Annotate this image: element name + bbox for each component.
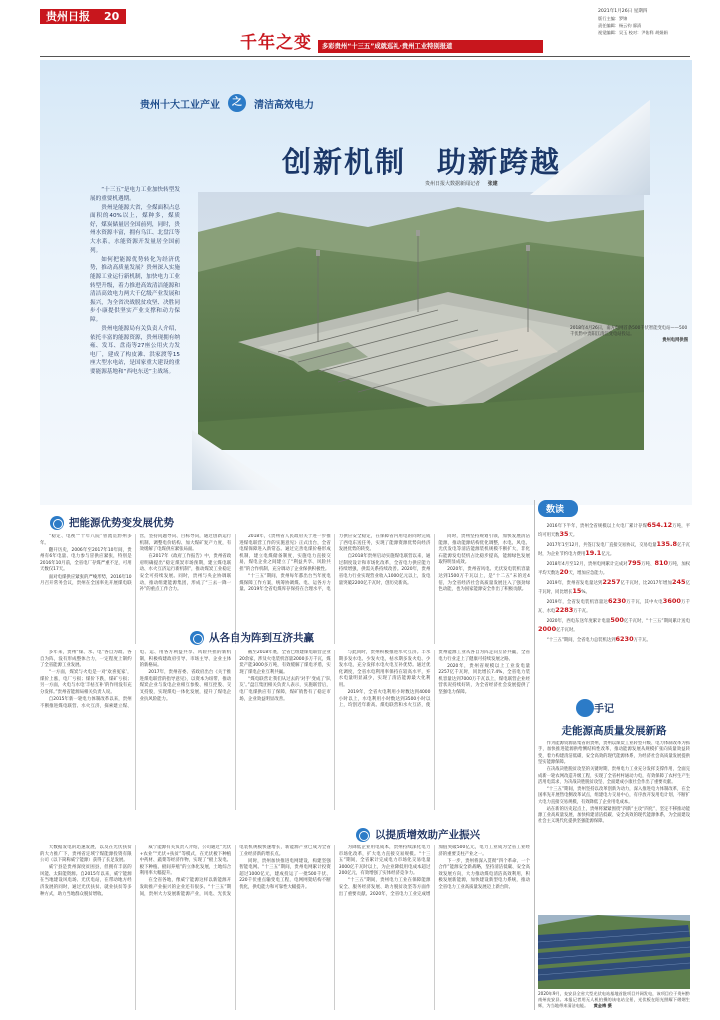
section-paragraph: 2018年，《贵州省人民政府关于进一步推进煤电联营工作的实施意见》正式出台，全省电煤保障进入新常态。通过完善电煤价格形成机制，建立电煤储备制度，实施电力直接交易，煤电企业之间建立了“利益共享、风险共担”的合作机制，充分调动了企业保供积极性。 [239,534,331,572]
editor-line-3: 视觉编辑：吴玉 校对：尹佑科 胡娟娟 [598,30,668,35]
notes-paragraph: 在决战决胜脱贫攻坚的关键时期，贵州电力工业充分发挥支撑作用，全面完成新一轮农网改造升级工程，实现了全省村村通动力电，有效保障了农村生产生活用电需求，为决战决胜脱贫攻坚、全面建成小康社会作出了重要贡献。 [538,767,690,785]
section-paragraph: 同时，贵州加快推进电网建设，构建坚强智能电网。“十三五”期间，贵州电网累计投资超过1000亿元，建成投运了一批500千伏、220千伏重点输变电工程，电网网架结构不断优化，供电能力和可靠性大幅提升。 [239,858,331,891]
photo-caption-text: 2018年4月26日，南方电网首条500千伏智能变电站——500千伏黔中贵阳江清江变电站投运。 [570,326,688,337]
stats-text: 亿千瓦时，“十三五”期间累计送电 [623,619,690,624]
solar-photo-credit: 黄金梅 摄 [593,1002,612,1008]
section-paragraph: 威宁县是贵州深度贫困县，但拥有丰富的风能、太阳能资源。自2015年以来，威宁能源在当地建设风电场、光伏电站，在带动地方经济发展的同时，通过光伏扶贫、就业扶贫等多种方式，助力当地群众脱贫增收。 [40,865,132,897]
stats-text: 2018年4月至12月，贵州电网累计完成对 [546,562,628,567]
stats-number: 810 [654,559,669,567]
intro-paragraph: “十三五”是电力工业加快转型发展的重要机遇期。 [90,187,180,202]
stats-text: %。 [581,589,590,595]
stats-text: 天，增加应急能力。 [568,570,608,576]
section-dot-icon [190,631,204,645]
stats-text: 万千瓦。 [633,638,651,643]
section-paragraph: 2020年，贵州省规模以上工业发电量2257亿千瓦时，同比增长7.4%，全省电力装机容量达到7000万千瓦以上，煤电联营企业经营状况持续好转，为全省经济社会发展提供了坚强电力保障。 [438,663,530,696]
paper-name: 贵州日报 [46,10,90,23]
intro-column [90,186,180,456]
masthead-date: 2021年1月26日 星期四 [598,9,648,14]
section-paragraph: 同时，贵州坚持规划引领，加快发展清洁能源，推动能源结构优化调整，水电、风电、光伏发电等清洁能源装机规模不断扩大，非化石能源发电装机占比稳步提高，能源绿色发展取得明显成效。 [438,534,530,566]
notes-paragraph: “十三五”期间，贵州坚持以改革创新为动力，深入推进电力体制改革，在全国率先开展售电侧改革试点，组建电力交易中心，有序放开发用电计划，不断扩大电力直接交易规模，有效降低了企业用电成本。 [538,786,690,805]
substation-illustration [198,192,644,450]
stats-label: 数读 [546,505,565,515]
solar-caption-text: 2020年9月，瓮安县全省大型光伏电站基地首批项目并网发电，该项目位于贵州黔南州瓮安县。本报记者用无人机拍摄的该电站全景，光伏板在阳光照耀下熠熠生辉，为当地带来清洁电能。 [538,991,690,1008]
section-paragraph: 面对电煤供应紧张的严峻形势，2016年10月召开常务会议，贵州在全国率先开展煤电联营，坚持问题导向、目标导向，通过创新运行机制、调整电价结构、加大煤矿复产力度，有效缓解了电煤供应紧张局面。 [40,534,232,587]
section-paragraph: 多年来，贵州“煤、水、电”各自为政、各自为阵，没有形成整体合力，一定程度上制约了全省能源工业发展。 [40,650,132,669]
stats-number: 35 [559,529,569,538]
masthead [0,0,720,58]
section-paragraph: 与此同时，贵州积极推进水火互济。丰水期多发水电、少发火电，枯水期多发火电、少发水电，充分发挥水电火电互补优势。通过优化调度，全省水电利用率保持在较高水平，弃水电量明显减少，实现了清洁能源最大化利用。 [338,650,431,688]
stats-number: 3600 [662,597,681,605]
stats-text: 万吨，平均可用天数 [538,524,690,538]
stats-text: 2017年1至12月，共签订发电厂直接交易协议，交易电量 [546,543,657,548]
section-paragraph: “十三五”期间，贵州每年都出台当年度电煤保障工作方案，统筹协调煤、电、运各方力量。2019年全省电煤库存保持在合理水平，电力供应安全稳定，在保障省内用电的同时完成了西电东送任务，实现了能源资源优势向经济发展优势的转变。 [239,534,431,593]
stats-number: 6230 [615,635,634,643]
section-paragraph: 2019年，全省火电利用小时数达到4000小时以上，水电利用小时数达到3500小时以上，均创近年新高。煤电联营和水火互济，使贵州能源工业从各自为阵走向互济共赢，全省电力行业走上了健康可持续发展之路。 [338,650,530,709]
intro-paragraph: 贵州电能源局有关负责人介绍，依托丰富的能源资源，贵州现拥有纳雍、发耳、盘南等27座公用火力发电厂，建成了构皮滩、洪家渡等15座大型水电站，是国家重大建设的重要能源基地和“西电东送”主战场。 [90,326,180,375]
section-columns [40,650,530,810]
photo-caption [570,326,688,344]
stats-text: 2020年，西电东送年度累计电量 [546,619,611,624]
section-body-3 [40,845,530,1010]
stats-text: 万千瓦、水电 [538,600,690,614]
notes-label: 手记 [594,704,614,715]
stats-number: 245 [671,578,686,586]
section-body-1 [40,534,530,644]
notes-title: 走能源高质量发展新路 [561,725,667,737]
stats-number: 19.1 [585,548,602,557]
stats-item [538,598,690,615]
section-dot-icon [50,516,64,530]
stats-item [538,617,690,634]
stats-number: 500 [610,616,624,624]
topic-connector: 之 [228,94,246,112]
stats-list [538,522,690,698]
section-paragraph: “煤电联营让我们从过去的‘对手’变成了‘队友’。”盘江集团相关负责人表示，实施联营后，电厂电煤供应有了保障，煤矿销售有了稳定市场，企业效益明显改善。 [239,676,331,702]
masthead-rule [40,56,690,57]
stats-number: 135.8 [656,540,678,548]
section-paragraph: “稳定、电视”“十年八院”曾流贯黔州多年。 [40,534,132,546]
stats-item [538,579,690,596]
byline [425,180,498,187]
section-title-1: 把能源优势变发展优势 [69,517,174,529]
stats-text: 2019年，全省发电装机容量达 [546,600,608,605]
stats-text: 2016年下半年，贵州全省规模以上火电厂累计存煤 [546,524,648,529]
stats-text: 万吨，加权平均天数达 [538,562,690,576]
stats-text: 2019年，贵州省发电量达到 [546,581,603,586]
stats-text: 万千瓦。 [573,608,591,614]
editor-line-1: 版行主编：罗锦 [598,16,628,21]
stats-number: 20 [559,567,569,576]
section-columns [40,534,530,644]
section-paragraph: 下一步，贵州将深入贯彻“四个革命、一个合作”能源安全新战略，坚持清洁低碳、安全高效发展方向，大力推动煤电清洁高效利用，积极发展新能源，加快建设新型电力系统，推动全省电力工业高质量发展迈上新台阶。 [438,858,530,891]
editor-line-2: 责任编辑：杨云钧 廖清 [598,23,642,28]
topic-left: 贵州十大工业产业 [140,99,220,111]
section-title-2: 从各自为阵到互济共赢 [209,632,314,644]
stats-number: 2257 [602,578,621,586]
section-columns [40,845,530,1010]
photo-credit: 贵州电网供图 [662,338,688,343]
section-paragraph: 2020年，贵州省风电、光伏发电装机容量达到1500万千瓦以上，是“十二五”末的近4倍，为全省经济社会高质量发展注入了强劲绿色动能，也为国家能源安全作出了积极贡献。 [438,567,530,593]
section-paragraph: “十三五”期间，贵州电力工业在保障能源安全、服务经济发展、助力脱贫攻坚等方面作出了重要贡献。2020年，全省电力工业完成增加值突破500亿元，电力工业成为全省工业经济的重要支柱产业之一。 [338,845,530,897]
section-heading-3 [356,827,480,842]
stats-number: 6230 [607,597,627,605]
stats-text: “十三五”期间，全省电力总装机达到 [546,638,616,643]
stats-number: 2283 [555,605,574,614]
section-paragraph: 在全省各地，像威宁能源这样以新能源开发助推产业振兴的企业还有很多。“十三五”期间，贵州大力发展新能源产业，风电、光伏发电装机规模快速增长，新能源产业已成为全省工业经济新的增长点。 [139,845,331,897]
intro-paragraph: 如何把能源优势转化为经济优势，推动高质量发展？贵州深入实施能源工业运行新机制，加快电力工业转型升级，着力推进高效清洁能源和清洁高效电力两大千亿级产业发展和振兴，为全省决战脱贫攻坚、决胜同步小康提供坚实产业支撑和动力保障。 [90,256,180,323]
section-paragraph: 翻开历史，2006年至2017年10年间，贵州有6年电量、电力参与冒供应紧张，特别是2016年10月前，全省电厂存煤严重不足，可用天数仅17天。 [40,547,132,573]
stats-item [538,522,690,539]
substation-photo [198,192,644,450]
stats-item [538,541,690,558]
section-paragraph: 2017年，贵州省委、省政府出台《关于推进煤电联营的指导意见》，以资本为纽带，推动煤炭企业与发电企业相互参股、相互控股、交叉持股，实现煤电一体化发展，提升了煤电企业抗风险能力。 [139,670,232,702]
section-heading-1 [50,515,174,530]
solar-photo-caption [538,991,690,1013]
banner-title: 千年之变 [240,33,312,53]
section-heading-2 [190,630,314,645]
stats-text: 亿千瓦时，同比增长 [538,581,690,595]
stats-number: 2000 [538,624,557,633]
stats-item [538,636,690,645]
stats-text: 亿元。 [601,551,615,557]
headline: 创新机制 助新跨越 [282,145,562,179]
section-title-3: 以提质增效助产业振兴 [375,829,480,841]
section-paragraph: “一方面，煤炭与火电是一对‘欢喜冤家’，煤价上涨，电厂亏损；煤价下跌，煤矿亏损；另一方面，火电与水电‘丰枯互补’的作用没有充分发挥。”贵州省能源局相关负责人说。 [40,670,132,696]
notes-icon [576,699,594,717]
right-column-divider [534,500,535,1010]
solar-photo [538,915,690,989]
section-body-2 [40,650,530,810]
section-paragraph: 大数据发电的迅速发展，以及在光伏扶贫的大力推广下，贵州省定域宁煤能源投资有限公司（以下简称威宁能源）获得了长足发展。 [40,845,132,864]
stats-number: 654.12 [647,522,673,529]
section-paragraph: 在2017年《政府工作报告》中，贵州省政府明确提出“稳定煤炭市场预期，建立煤电联动、水火互济运行新机制”，推动煤炭工业稳定安全可持续发展。同时，贵州与央企协调联动，推动组建能源集团，形成了“三去一降一补”的重点工作合力。 [139,554,232,593]
notes-paragraph: 作为能源资源富集省的贵州，贵州以煤炭工业转型升级、电力体制改革为抓手，加快推进能源供给侧结构性改革，推动能源发展从规模扩张向质量效益转变，着力构建清洁低碳、安全高效的现代能源体系，为经济社会高质量发展提供坚实能源保障。 [538,741,690,766]
intro-paragraph: 贵州是能源大省，全煤面积占总面积的40%以上，煤种多，煤质好，煤炭储量居全国前列，同时，贵州水资源丰富，拥有乌江、北盘江等大水系，水能资源开发量居全国前列。 [90,204,180,254]
section-paragraph: 自2015年新一轮电力体制改革以来，贵州不断推进煤电联营、水火互济，探索建立煤、电、运、用各方利益共享、风险共担的新机制，积极构建政府引导、市场主导、企业主体的新格局。 [40,650,232,709]
stats-text: 万千瓦，其中火电 [626,600,663,605]
section-paragraph: 截至2018年底，全省已组建煤电联营企业20余家，涉及火电装机容量2000多万千瓦，煤炭产能3000多万吨，有效缓解了煤电矛盾，实现了煤电企业互利共赢。 [239,650,331,675]
stats-text: 天。 [568,532,578,538]
stats-number: 795 [627,559,642,567]
stats-number: 15 [572,586,582,595]
solar-illustration [538,915,690,989]
topic-right: 清洁高效电力 [254,99,314,111]
notes-body [538,741,690,917]
page-number: 20 [104,10,120,23]
stats-item [538,560,690,577]
section-paragraph: 为降低企业用电成本，贵州持续深化电力市场化改革，扩大电力直接交易规模。“十三五”期间，全省累计完成电力市场化交易电量3000亿千瓦时以上，为企业降低用电成本超过200亿元，有效增强了实体经济竞争力。 [338,845,431,877]
notes-box [538,695,690,1015]
byline-prefix: 贵州日报大数据新闻记者 [425,181,481,187]
stats-text: 亿千瓦时。 [556,627,578,633]
stats-box [538,500,690,698]
section-dot-icon [356,828,370,842]
stats-text: 亿千瓦时，比2017年增加 [620,581,672,586]
notes-paragraph: 站在新的历史起点上，贵州将紧紧围绕“四新”主攻“四化”，坚定不移推动能源工业高质量发展，加快构建清洁低碳、安全高效的现代能源体系，为全面建设社会主义现代化提供坚强能源保障。 [538,806,690,825]
section-paragraph: 威宁能源有关负责人介绍，公司通过“光伏+农业”“光伏+扶贫”等模式，在光伏板下种植中药材、蔬菜等经济作物，实现了“板上发电、板下种植、板间养殖”的立体化发展，土地综合利用率大幅提升。 [139,845,232,877]
byline-name: 张建 [487,181,498,187]
topic-row [140,94,314,112]
section-paragraph: 自2018年贵州启动实施煤电联营以来，通过制度设计和市场化改革，全省电力供应能力持续增强，供需关系持续改善。2020年，贵州省电力行业实现营业收入1000亿元以上，发电量突破2200亿千瓦时，创历史新高。 [338,554,431,586]
banner-subtitle: 多彩贵州“十三五”成就巡礼·贵州工业特别报道 [322,43,453,50]
stats-text: 亿千瓦时，为企业节约电力费用 [538,543,690,557]
stats-text: 万吨、 [641,562,655,567]
